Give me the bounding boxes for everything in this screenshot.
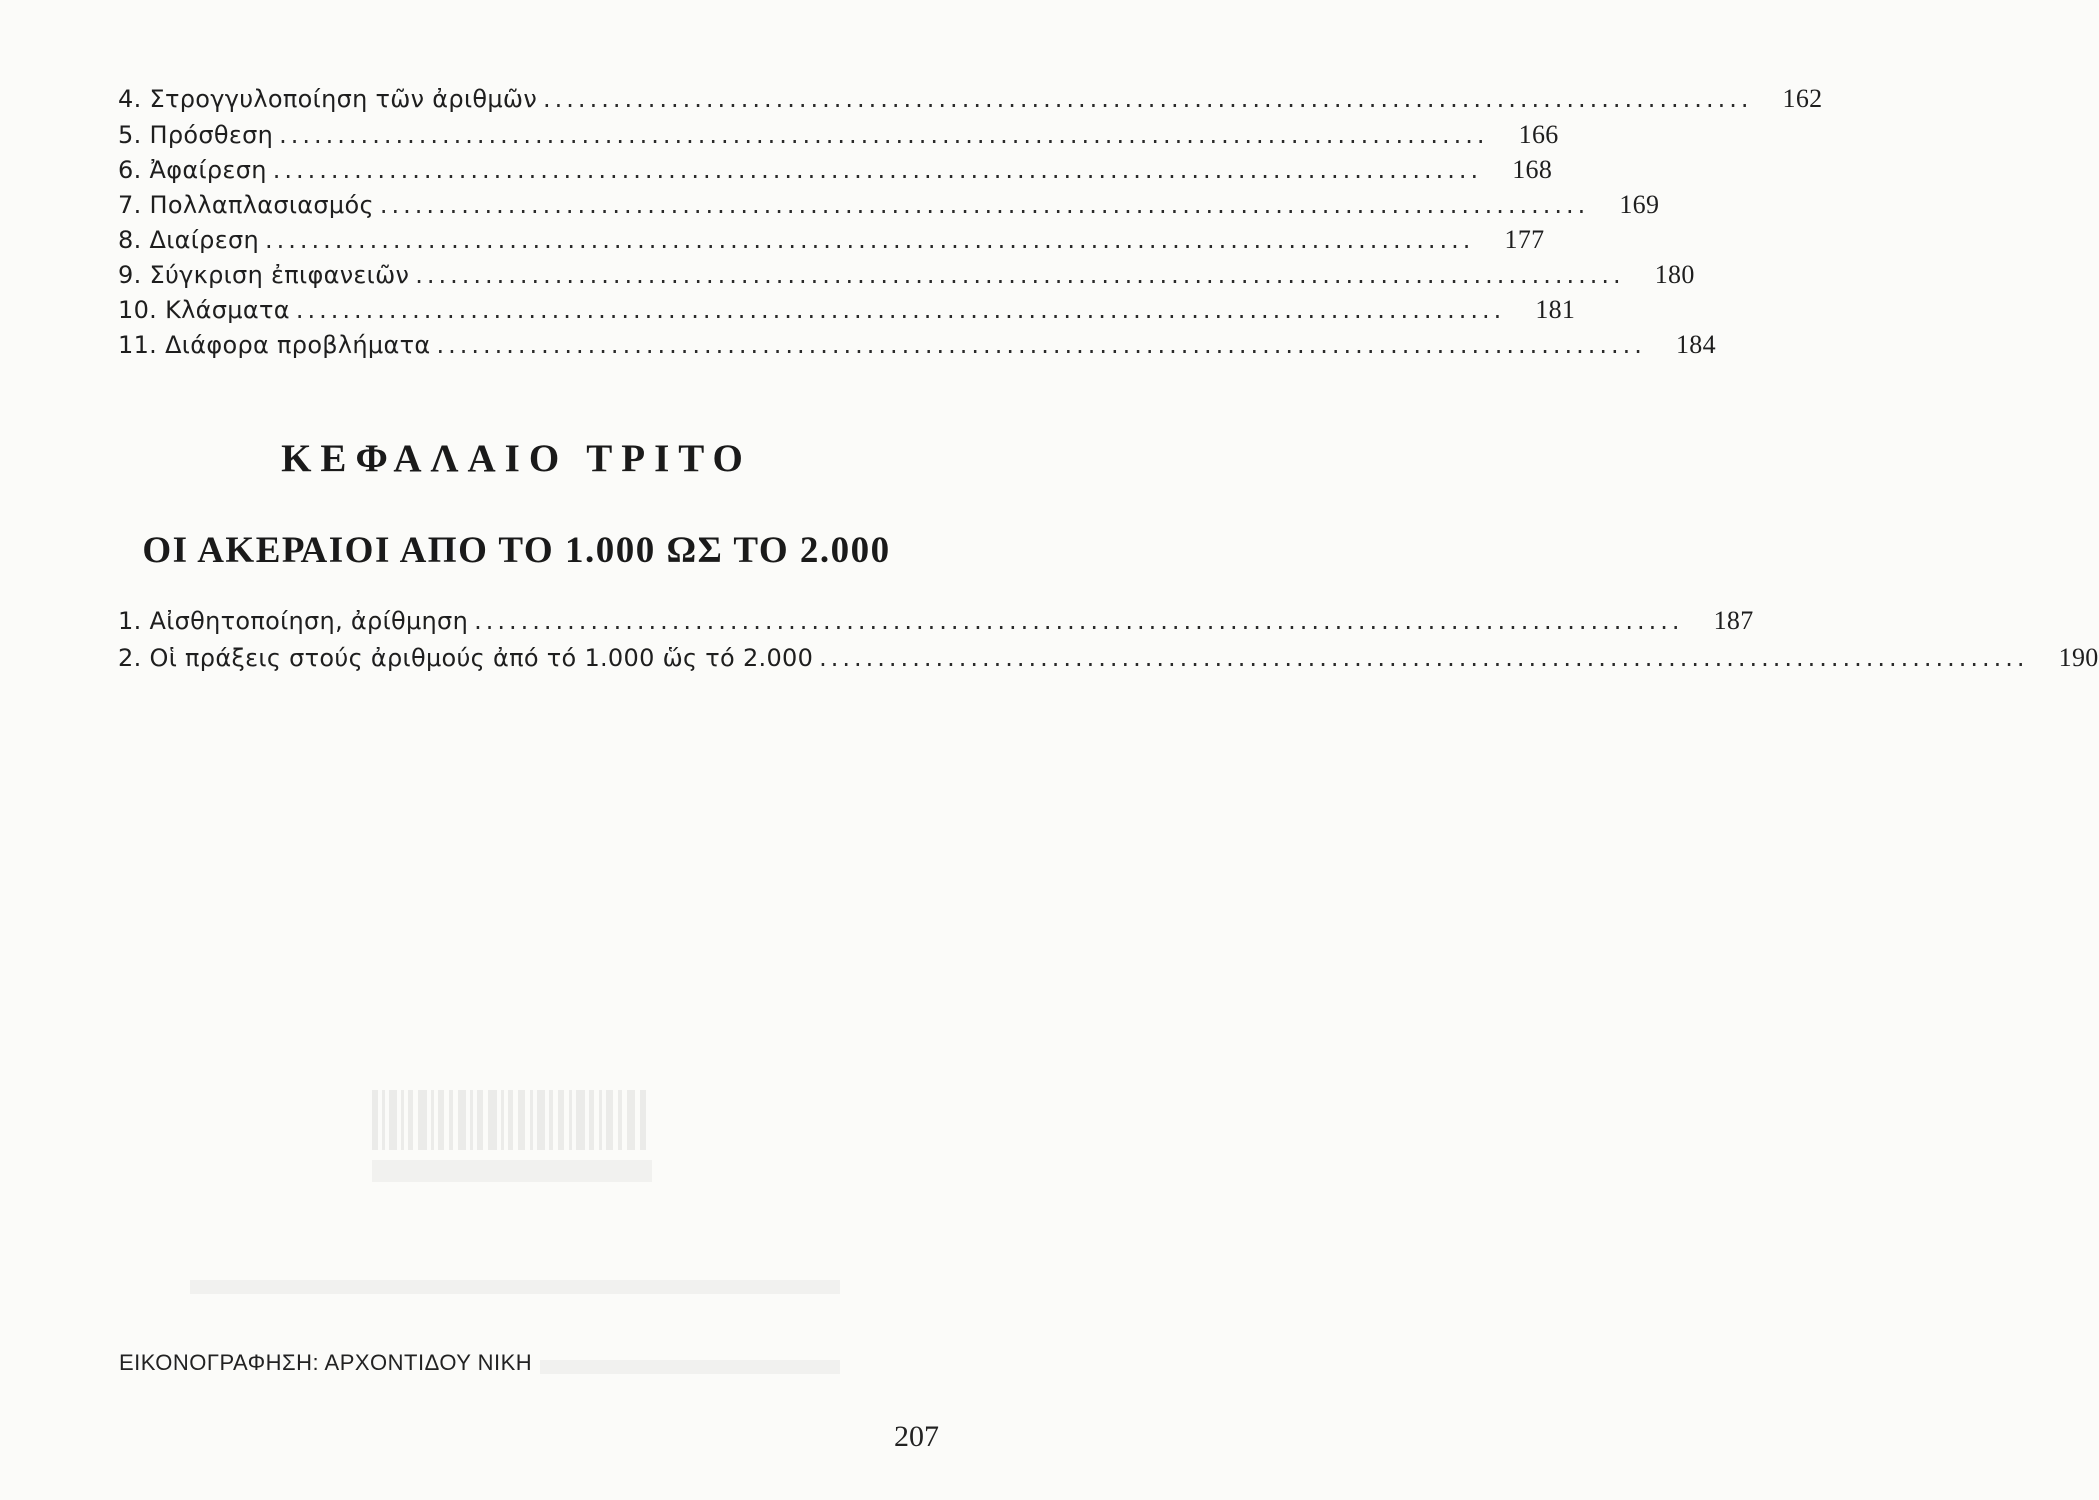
toc-entry-number: 11. (118, 331, 158, 359)
toc-entry (118, 120, 1559, 156)
toc-entry-title: Πολλαπλασιασμός (149, 191, 374, 219)
bleed-through-text (372, 1160, 652, 1182)
toc-entry-page: 162 (1782, 84, 1823, 113)
bleed-through-barcode (372, 1090, 652, 1150)
toc-entry-number: 9. (118, 261, 142, 289)
toc-entry-title: Αἰσθητοποίηση, ἀρίθμηση (149, 607, 469, 635)
dot-leader: ........................................................................................................ (474, 607, 1684, 635)
dot-leader: ........................................................................................................ (279, 121, 1489, 149)
toc-entry (118, 330, 1716, 366)
toc-entry-number: 4. (118, 85, 142, 113)
bleed-through-text (190, 1280, 840, 1294)
toc-entry (118, 643, 2099, 679)
toc-entry (118, 155, 1553, 191)
toc-entry (118, 190, 1660, 226)
toc-entry-number: 7. (118, 191, 142, 219)
toc-entry-title: Πρόσθεση (149, 121, 274, 149)
dot-leader: ........................................................................................................ (415, 261, 1625, 289)
toc-entry-page: 169 (1619, 190, 1660, 219)
chapter-subtitle: ΟΙ ΑΚΕΡΑΙΟΙ ΑΠΟ ΤΟ 1.000 ΩΣ ΤΟ 2.000 (142, 530, 891, 571)
toc-entry-page: 181 (1535, 295, 1576, 324)
page-number: 207 (894, 1420, 939, 1453)
toc-entry-page: 184 (1676, 330, 1716, 359)
toc-entry-number: 2. (118, 644, 142, 672)
toc-entry (118, 606, 1754, 642)
dot-leader: ........................................................................................................ (265, 226, 1475, 254)
dot-leader: ........................................................................................................ (543, 85, 1753, 113)
dot-leader: ........................................................................................................ (379, 191, 1590, 219)
toc-entry (118, 225, 1545, 261)
toc-entry-number: 5. (118, 121, 142, 149)
toc-entry-title: Οἱ πράξεις στούς ἀριθμούς ἀπό τό 1.000 ὥς τό 2.000 (149, 644, 814, 672)
dot-leader: ........................................................................................................ (436, 331, 1646, 359)
toc-entry-page: 177 (1504, 225, 1545, 254)
toc-entry-number: 8. (118, 226, 142, 254)
toc-entry-title: Στρογγυλοποίηση τῶν ἀριθμῶν (149, 85, 538, 113)
dot-leader: ........................................................................................................ (272, 156, 1483, 184)
toc-entry-title: Κλάσματα (165, 296, 290, 324)
toc-entry-page: 166 (1518, 120, 1559, 149)
toc-entry-page: 187 (1713, 606, 1754, 635)
toc-entry (118, 295, 1576, 331)
toc-entry-number: 1. (118, 607, 142, 635)
dot-leader: ........................................................................................................ (819, 644, 2029, 672)
toc-entry-number: 6. (118, 156, 142, 184)
illustrator-credit: ΕΙΚΟΝΟΓΡΑΦΗΣΗ: ΑΡΧΟΝΤΙΔΟΥ ΝΙΚΗ (119, 1350, 533, 1375)
toc-entry-title: Διαίρεση (149, 226, 260, 254)
toc-entry-title: Διάφορα προβλήματα (165, 331, 431, 359)
bleed-through-text (540, 1360, 840, 1374)
toc-entry-page: 168 (1512, 155, 1553, 184)
toc-entry-page: 190 (2058, 643, 2099, 672)
toc-entry (118, 260, 1695, 296)
chapter-heading: ΚΕΦΑΛΑΙΟ ΤΡΙΤΟ (281, 437, 752, 480)
toc-entry-page: 180 (1654, 260, 1695, 289)
toc-entry-title: Σύγκριση ἐπιφανειῶν (149, 261, 410, 289)
dot-leader: ........................................................................................................ (295, 296, 1506, 324)
toc-entry (118, 84, 1823, 120)
toc-entry-title: Ἀφαίρεση (149, 156, 267, 184)
toc-entry-number: 10. (118, 296, 158, 324)
